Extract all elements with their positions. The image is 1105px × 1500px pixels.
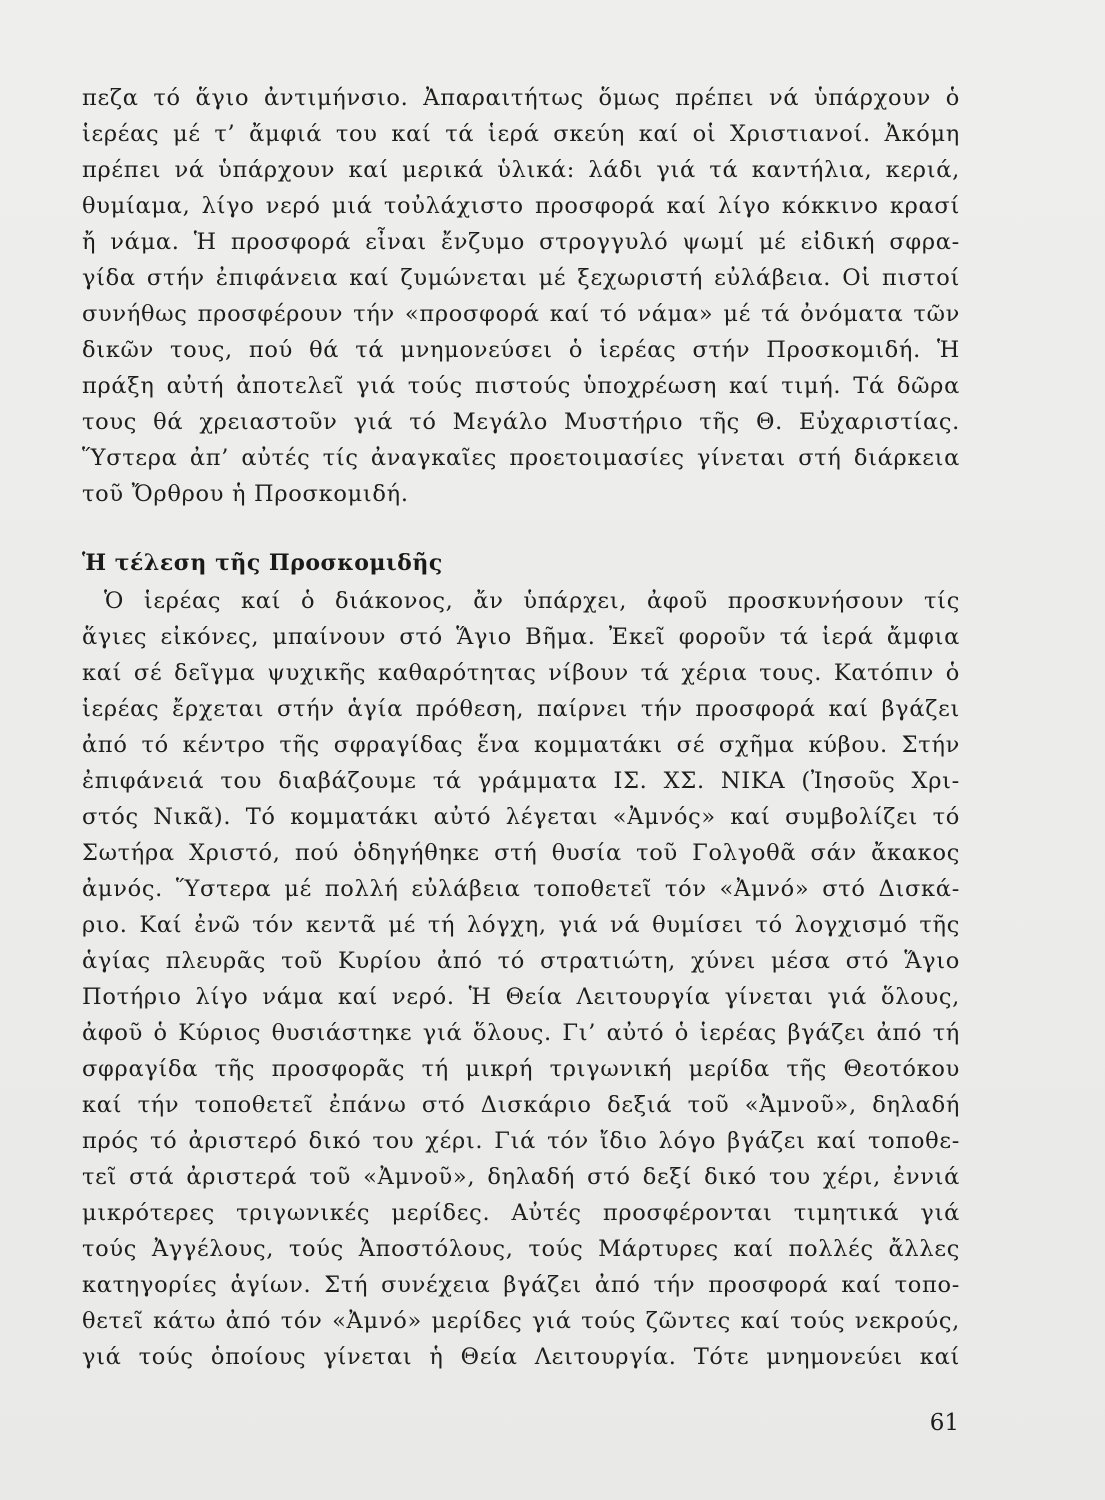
text-line: ἅγιες εἰκόνες, μπαίνουν στό Ἅγιο Βῆμα. Ἐκεῖ φοροῦν τά ἱερά ἄμφια [82,624,960,650]
text-line: ἀφοῦ ὁ Κύριος θυσιάστηκε γιά ὅλους. Γι’ αὐτό ὁ ἱερέας βγάζει ἀπό τή [82,1020,960,1046]
paragraph-preparation [82,80,960,512]
text-line: ἱερέας μέ τ’ ἄμφιά του καί τά ἱερά σκεύη καί οἱ Χριστιανοί. Ἀκόμη [82,121,960,147]
text-line: ἐπιφάνειά του διαβάζουμε τά γράμματα ΙΣ. ΧΣ. ΝΙΚΑ (Ἰησοῦς Χρι- [82,768,960,794]
text-line: καί σέ δεῖγμα ψυχικῆς καθαρότητας νίβουν τά χέρια τους. Κατόπιν ὁ [82,660,960,686]
text-line: σφραγίδα τῆς προσφορᾶς τή μικρή τριγωνική μερίδα τῆς Θεοτόκου [82,1056,960,1082]
text-line: τούς Ἀγγέλους, τούς Ἀποστόλους, τούς Μάρτυρες καί πολλές ἄλλες [82,1236,960,1262]
text-line: κατηγορίες ἁγίων. Στή συνέχεια βγάζει ἀπό τήν προσφορά καί τοπο- [82,1272,960,1298]
section-heading: Ἡ τέλεση τῆς Προσκομιδῆς [82,550,443,576]
text-line: μικρότερες τριγωνικές μερίδες. Αὐτές προσφέρονται τιμητικά γιά [82,1200,960,1226]
text-line: θετεῖ κάτω ἀπό τόν «Ἀμνό» μερίδες γιά τούς ζῶντες καί τούς νεκρούς, [82,1308,960,1334]
text-line: ἱερέας ἔρχεται στήν ἁγία πρόθεση, παίρνει τήν προσφορά καί βγάζει [82,696,960,722]
text-line: Σωτήρα Χριστό, πού ὁδηγήθηκε στή θυσία τοῦ Γολγοθᾶ σάν ἄκακος [82,840,960,866]
text-line: πεζα τό ἅγιο ἀντιμήνσιο. Ἀπαραιτήτως ὅμως πρέπει νά ὑπάρχουν ὁ [82,85,960,111]
text-line: τεῖ στά ἀριστερά τοῦ «Ἀμνοῦ», δηλαδή στό δεξί δικό του χέρι, ἐννιά [82,1164,960,1190]
text-line: θυμίαμα, λίγο νερό μιά τοὐλάχιστο προσφορά καί λίγο κόκκινο κρασί [82,193,960,219]
text-line: πράξη αὐτή ἀποτελεῖ γιά τούς πιστούς ὑποχρέωση καί τιμή. Τά δῶρα [82,373,960,399]
text-line: Ὕστερα ἀπ’ αὐτές τίς ἀναγκαῖες προετοιμασίες γίνεται στή διάρκεια [82,445,960,471]
text-line: ἁγίας πλευρᾶς τοῦ Κυρίου ἀπό τό στρατιώτη, χύνει μέσα στό Ἅγιο [82,948,960,974]
text-line: Ὁ ἱερέας καί ὁ διάκονος, ἄν ὑπάρχει, ἀφοῦ προσκυνήσουν τίς [104,588,960,614]
text-line: τοῦ Ὄρθρου ἡ Προσκομιδή. [82,481,409,507]
text-line: τους θά χρειαστοῦν γιά τό Μεγάλο Μυστήριο τῆς Θ. Εὐχαριστίας. [82,409,960,435]
text-line: δικῶν τους, πού θά τά μνημονεύσει ὁ ἱερέας στήν Προσκομιδή. Ἡ [82,337,960,363]
paragraph-proskomide [82,583,960,1375]
page-number: 61 [929,1410,959,1436]
text-line: στός Νικᾶ). Τό κομματάκι αὐτό λέγεται «Ἀμνός» καί συμβολίζει τό [82,804,960,830]
text-line: ἀπό τό κέντρο τῆς σφραγίδας ἕνα κομματάκι σέ σχῆμα κύβου. Στήν [82,732,960,758]
text-line: ριο. Καί ἐνῶ τόν κεντᾶ μέ τή λόγχη, γιά νά θυμίσει τό λογχισμό τῆς [82,912,960,938]
text-line: πρός τό ἀριστερό δικό του χέρι. Γιά τόν ἴδιο λόγο βγάζει καί τοποθε- [82,1128,960,1154]
text-line: γίδα στήν ἐπιφάνεια καί ζυμώνεται μέ ξεχωριστή εὐλάβεια. Οἱ πιστοί [82,265,960,291]
text-line: καί τήν τοποθετεῖ ἐπάνω στό Δισκάριο δεξιά τοῦ «Ἀμνοῦ», δηλαδή [82,1092,960,1118]
text-line: ἤ νάμα. Ἡ προσφορά εἶναι ἔνζυμο στρογγυλό ψωμί μέ εἰδική σφρα- [82,229,960,255]
text-line: συνήθως προσφέρουν τήν «προσφορά καί τό νάμα» μέ τά ὀνόματα τῶν [82,301,960,327]
text-line: ἀμνός. Ὕστερα μέ πολλή εὐλάβεια τοποθετεῖ τόν «Ἀμνό» στό Δισκά- [82,876,960,902]
text-line: πρέπει νά ὑπάρχουν καί μερικά ὑλικά: λάδι γιά τά καντήλια, κεριά, [82,157,960,183]
text-line: Ποτήριο λίγο νάμα καί νερό. Ἡ Θεία Λειτουργία γίνεται γιά ὅλους, [82,984,960,1010]
text-line: γιά τούς ὁποίους γίνεται ἡ Θεία Λειτουργία. Τότε μνημονεύει καί [82,1344,960,1370]
